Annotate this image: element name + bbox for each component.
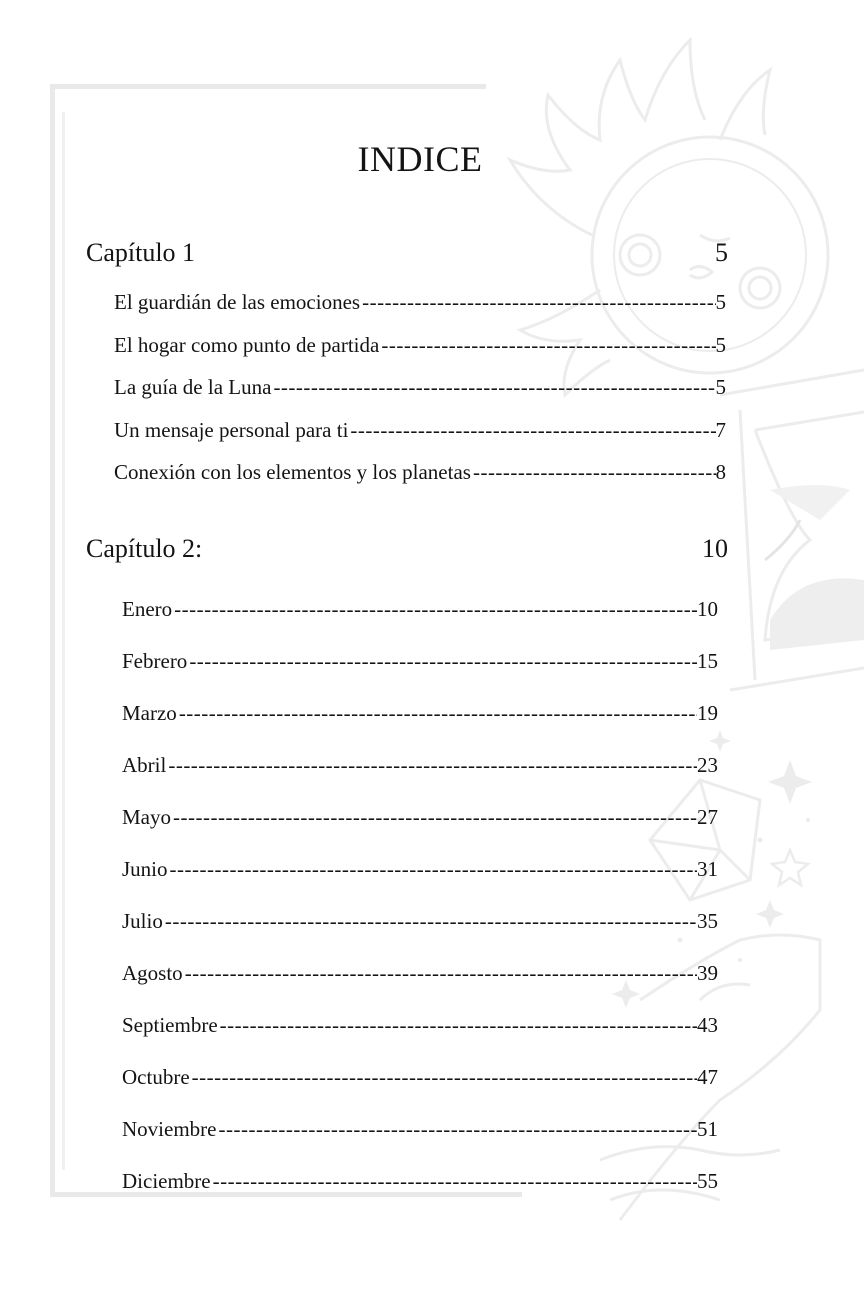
toc-entry-label: Septiembre bbox=[122, 1013, 218, 1037]
toc-entry-label: Junio bbox=[122, 857, 168, 881]
toc-entry[interactable] bbox=[114, 418, 726, 443]
dot-leader bbox=[362, 290, 715, 315]
toc-entry[interactable] bbox=[122, 597, 718, 622]
toc-entry[interactable] bbox=[122, 753, 718, 778]
toc-entry-label: Diciembre bbox=[122, 1169, 211, 1193]
dot-leader bbox=[168, 753, 697, 778]
toc-entry-page: 35 bbox=[697, 909, 718, 933]
toc-entry-label: Un mensaje personal para ti bbox=[114, 418, 349, 442]
toc-entry[interactable] bbox=[122, 649, 718, 674]
toc-entry-label: Abril bbox=[122, 753, 167, 777]
toc-entry-label: Octubre bbox=[122, 1065, 190, 1089]
toc-entry-label: Febrero bbox=[122, 649, 188, 673]
toc-entry-page: 51 bbox=[697, 1117, 718, 1141]
toc-entry-page: 31 bbox=[697, 857, 718, 881]
dot-leader bbox=[381, 333, 715, 358]
toc-entry-label: Agosto bbox=[122, 961, 183, 985]
toc-entry[interactable] bbox=[122, 805, 718, 830]
dot-leader bbox=[273, 375, 715, 400]
toc-entry-page: 43 bbox=[697, 1013, 718, 1037]
chapter-title: Capítulo 1 bbox=[86, 238, 196, 267]
toc-entry-page: 15 bbox=[697, 649, 718, 673]
dot-leader bbox=[165, 909, 697, 934]
toc-entry-label: Julio bbox=[122, 909, 163, 933]
toc-entry[interactable] bbox=[122, 1065, 718, 1090]
toc-entry-label: Conexión con los elementos y los planetas bbox=[114, 460, 471, 484]
toc-entry[interactable] bbox=[114, 290, 726, 315]
toc-entry-label: Noviembre bbox=[122, 1117, 217, 1141]
toc-entry-page: 7 bbox=[715, 418, 726, 442]
chapter-page-number: 5 bbox=[715, 238, 728, 267]
toc-entry[interactable] bbox=[122, 1013, 718, 1038]
toc-entry[interactable] bbox=[114, 333, 726, 358]
toc-entry-page: 5 bbox=[715, 290, 726, 314]
toc-entry-label: Marzo bbox=[122, 701, 177, 725]
dot-leader bbox=[170, 857, 697, 882]
toc-entry-page: 10 bbox=[697, 597, 718, 621]
toc-entry-label: Enero bbox=[122, 597, 173, 621]
dot-leader bbox=[179, 701, 697, 726]
toc-entry-page: 55 bbox=[697, 1169, 718, 1193]
dot-leader bbox=[174, 597, 697, 622]
toc-entry-label: Mayo bbox=[122, 805, 171, 829]
toc-entry[interactable] bbox=[122, 701, 718, 726]
toc-entry-page: 19 bbox=[697, 701, 718, 725]
toc-entry-page: 5 bbox=[715, 375, 726, 399]
crystal-hand-illustration bbox=[600, 780, 820, 1220]
chapter-page-number: 10 bbox=[702, 534, 728, 563]
dot-leader bbox=[220, 1013, 697, 1038]
chapter-heading bbox=[86, 238, 728, 268]
chapter-heading bbox=[86, 534, 728, 564]
toc-entry-page: 39 bbox=[697, 961, 718, 985]
toc-entry-page: 23 bbox=[697, 753, 718, 777]
toc-entry-page: 27 bbox=[697, 805, 718, 829]
dot-leader bbox=[473, 460, 716, 485]
toc-entry-page: 8 bbox=[715, 460, 726, 484]
dot-leader bbox=[173, 805, 697, 830]
dot-leader bbox=[192, 1065, 697, 1090]
toc-entry[interactable] bbox=[122, 1169, 718, 1194]
toc-entry[interactable] bbox=[114, 375, 726, 400]
toc-entry-label: La guía de la Luna bbox=[114, 375, 272, 399]
chapter-title: Capítulo 2: bbox=[86, 534, 203, 563]
page-title: INDICE bbox=[357, 139, 483, 179]
toc-entry[interactable] bbox=[122, 909, 718, 934]
toc-entry[interactable] bbox=[122, 1117, 718, 1142]
dot-leader bbox=[218, 1117, 697, 1142]
hourglass-illustration bbox=[720, 370, 864, 690]
dot-leader bbox=[189, 649, 697, 674]
dot-leader bbox=[213, 1169, 697, 1194]
toc-entry-page: 47 bbox=[697, 1065, 718, 1089]
toc-entry[interactable] bbox=[122, 961, 718, 986]
toc-entry-page: 5 bbox=[715, 333, 726, 357]
toc-entry-label: El hogar como punto de partida bbox=[114, 333, 380, 357]
toc-entry-label: El guardián de las emociones bbox=[114, 290, 361, 314]
dot-leader bbox=[350, 418, 715, 443]
dot-leader bbox=[185, 961, 697, 986]
toc-entry[interactable] bbox=[114, 460, 726, 485]
toc-entry[interactable] bbox=[122, 857, 718, 882]
